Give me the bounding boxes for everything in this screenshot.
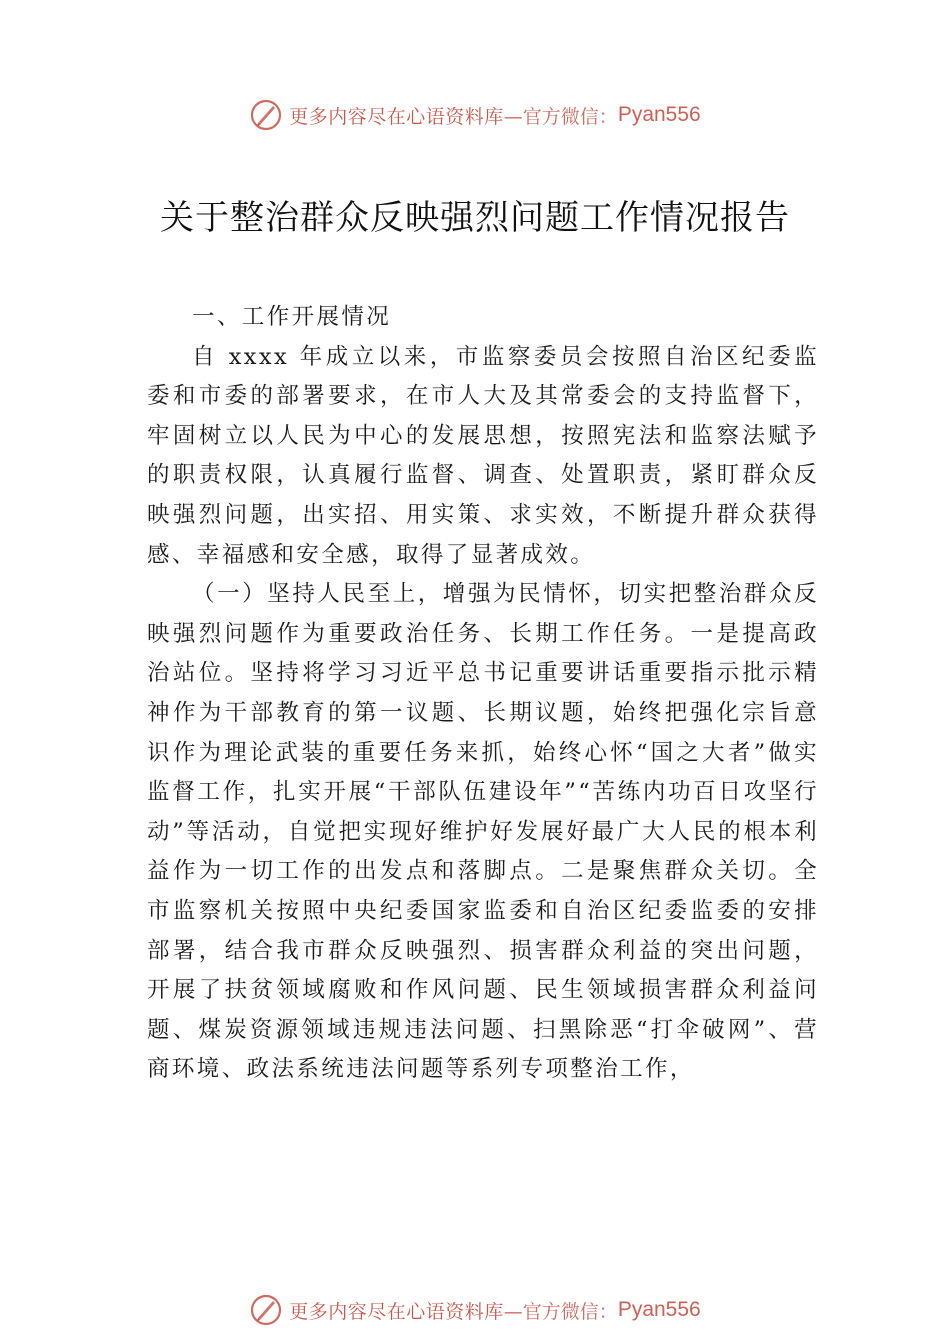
document-body xyxy=(147,298,819,1090)
quill-logo-icon xyxy=(249,98,283,132)
watermark-sub-text: —官方微信： xyxy=(503,105,618,128)
watermark-account: Pyan556 xyxy=(617,1298,701,1321)
body-paragraph: （一）坚持人民至上，增强为民情怀，切实把整治群众反映强烈问题作为重要政治任务、长期工作任务。一是提高政治站位。坚持将学习习近平总书记重要讲话重要指示批示精神作为干部教育的第一议题、长期议题，始终把强化宗旨意识作为理论武装的重要任务来抓，始终心怀“国之大者”做实监督工作，扎实开展“干部队伍建设年”“苦练内功百日攻坚行动”等活动，自觉把实现好维护好发展好最广大人民的根本利益作为一切工作的出发点和落脚点。二是聚焦群众关切。全市监察机关按照中央纪委国家监委和自治区纪委监委的安排部署，结合我市群众反映强烈、损害群众利益的突出问题，开展了扶贫领域腐败和作风问题、民生领域损害群众利益问题、煤炭资源领域违规违法问题、扫黑除恶“打伞破网”、营商环境、政法系统违法问题等系列专项整治工作， xyxy=(147,581,819,1083)
watermark-main-text: 更多内容尽在心语资料库 xyxy=(289,105,504,128)
watermark-header xyxy=(0,95,950,135)
quill-logo-icon xyxy=(249,1293,283,1327)
watermark-sub-text: —官方微信： xyxy=(503,1300,618,1323)
watermark-account: Pyan556 xyxy=(617,103,701,126)
document-title: 关于整治群众反映强烈问题工作情况报告 xyxy=(160,198,790,238)
body-paragraph: 自 xxxx 年成立以来，市监察委员会按照自治区纪委监委和市委的部署要求，在市人大及其常委会的支持监督下，牢固树立以人民为中心的发展思想，按照宪法和监察法赋予的职责权限，认真履行监督、调查、处置职责，紧盯群众反映强烈问题，出实招、用实策、求实效，不断提升群众获得感、幸福感和安全感，取得了显著成效。 xyxy=(147,343,819,568)
section-heading: 一、工作开展情况 xyxy=(192,304,392,330)
watermark-main-text: 更多内容尽在心语资料库 xyxy=(289,1300,504,1323)
watermark-footer xyxy=(0,1290,950,1330)
